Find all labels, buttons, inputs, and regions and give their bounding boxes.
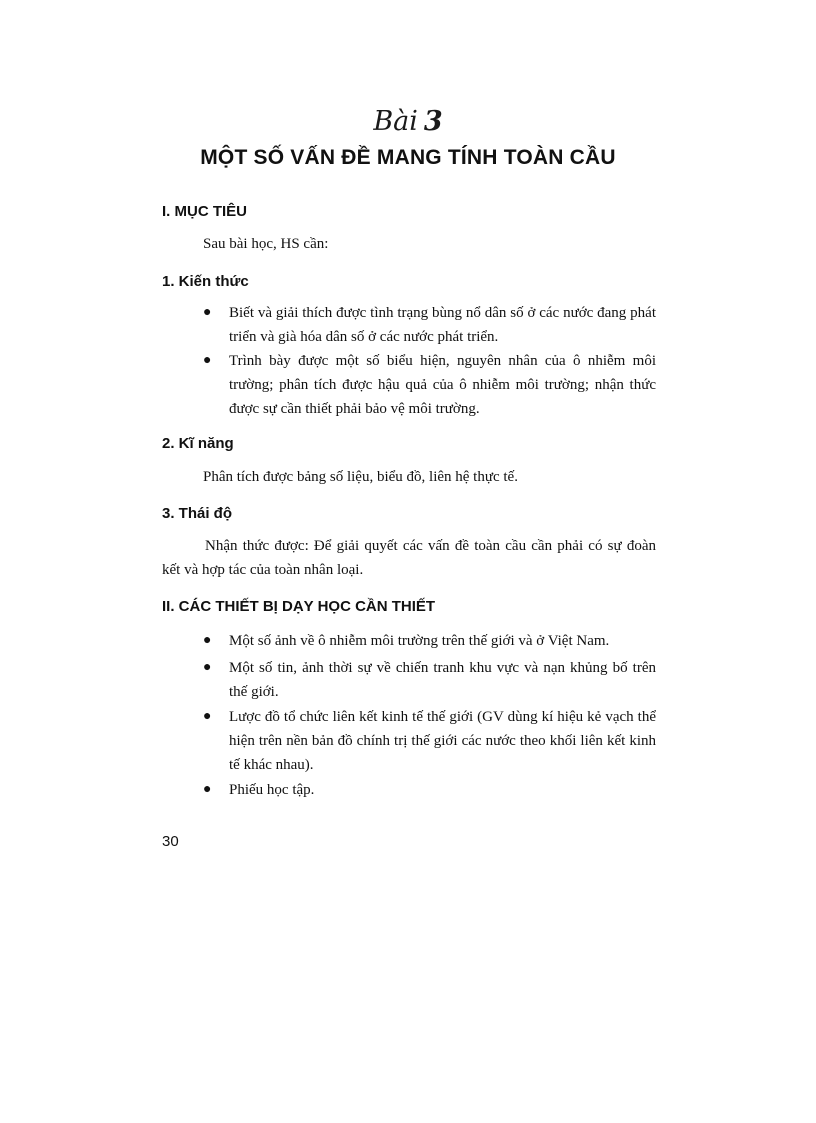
bullet-icon: ●: [203, 633, 212, 648]
subheading-skills: 2. Kĩ năng: [162, 435, 234, 452]
lesson-word: Bài: [373, 106, 418, 137]
list-item-text: Một số tin, ảnh thời sự về chiến tranh khu vực và nạn khủng bố trên thế giới.: [229, 660, 656, 700]
bullet-icon: ●: [203, 782, 212, 797]
page-title: MỘT SỐ VẤN ĐỀ MANG TÍNH TOÀN CẦU: [200, 146, 616, 169]
lesson-label: [0, 106, 816, 137]
subheading-attitude: 3. Thái độ: [162, 505, 233, 522]
list-item: [203, 705, 656, 777]
section-heading-equipment: II. CÁC THIẾT BỊ DẠY HỌC CẦN THIẾT: [162, 598, 436, 615]
bullet-icon: ●: [203, 709, 212, 724]
list-item: [203, 349, 656, 421]
attitude-text: Nhận thức được: Để giải quyết các vấn đề toàn cầu cần phải có sự đoàn kết và hợp tác của toàn nhân loại.: [162, 538, 656, 578]
bullet-icon: ●: [203, 660, 212, 675]
bullet-icon: ●: [203, 305, 212, 320]
section-heading-objectives: I. MỤC TIÊU: [162, 203, 247, 220]
skills-text: Phân tích được bảng số liệu, biểu đồ, liên hệ thực tế.: [203, 469, 518, 485]
page-number: 30: [162, 833, 179, 850]
list-item: [203, 656, 656, 704]
list-item-text: Phiếu học tập.: [229, 782, 315, 798]
objectives-intro: Sau bài học, HS cần:: [203, 236, 329, 252]
list-item: [203, 778, 656, 802]
lesson-number: 3: [423, 106, 443, 137]
list-item-text: Trình bày được một số biểu hiện, nguyên nhân của ô nhiễm môi trường; phân tích được hậu quả của ô nhiễm môi trường; nhận thức được sự cần thiết phải bảo vệ môi trường.: [229, 353, 656, 417]
list-item-text: Lược đồ tổ chức liên kết kinh tế thế giới (GV dùng kí hiệu kẻ vạch thể hiện trên nền bản đồ chính trị thế giới các nước theo khối liên kết kinh tế khác nhau).: [229, 709, 656, 773]
list-item: [203, 629, 656, 653]
list-item: [203, 301, 656, 349]
list-item-text: Một số ảnh về ô nhiễm môi trường trên thế giới và ở Việt Nam.: [229, 633, 610, 649]
list-item-text: Biết và giải thích được tình trạng bùng nổ dân số ở các nước đang phát triển và già hóa dân số ở các nước phát triển.: [229, 305, 656, 345]
bullet-icon: ●: [203, 353, 212, 368]
subheading-knowledge: 1. Kiến thức: [162, 273, 249, 290]
